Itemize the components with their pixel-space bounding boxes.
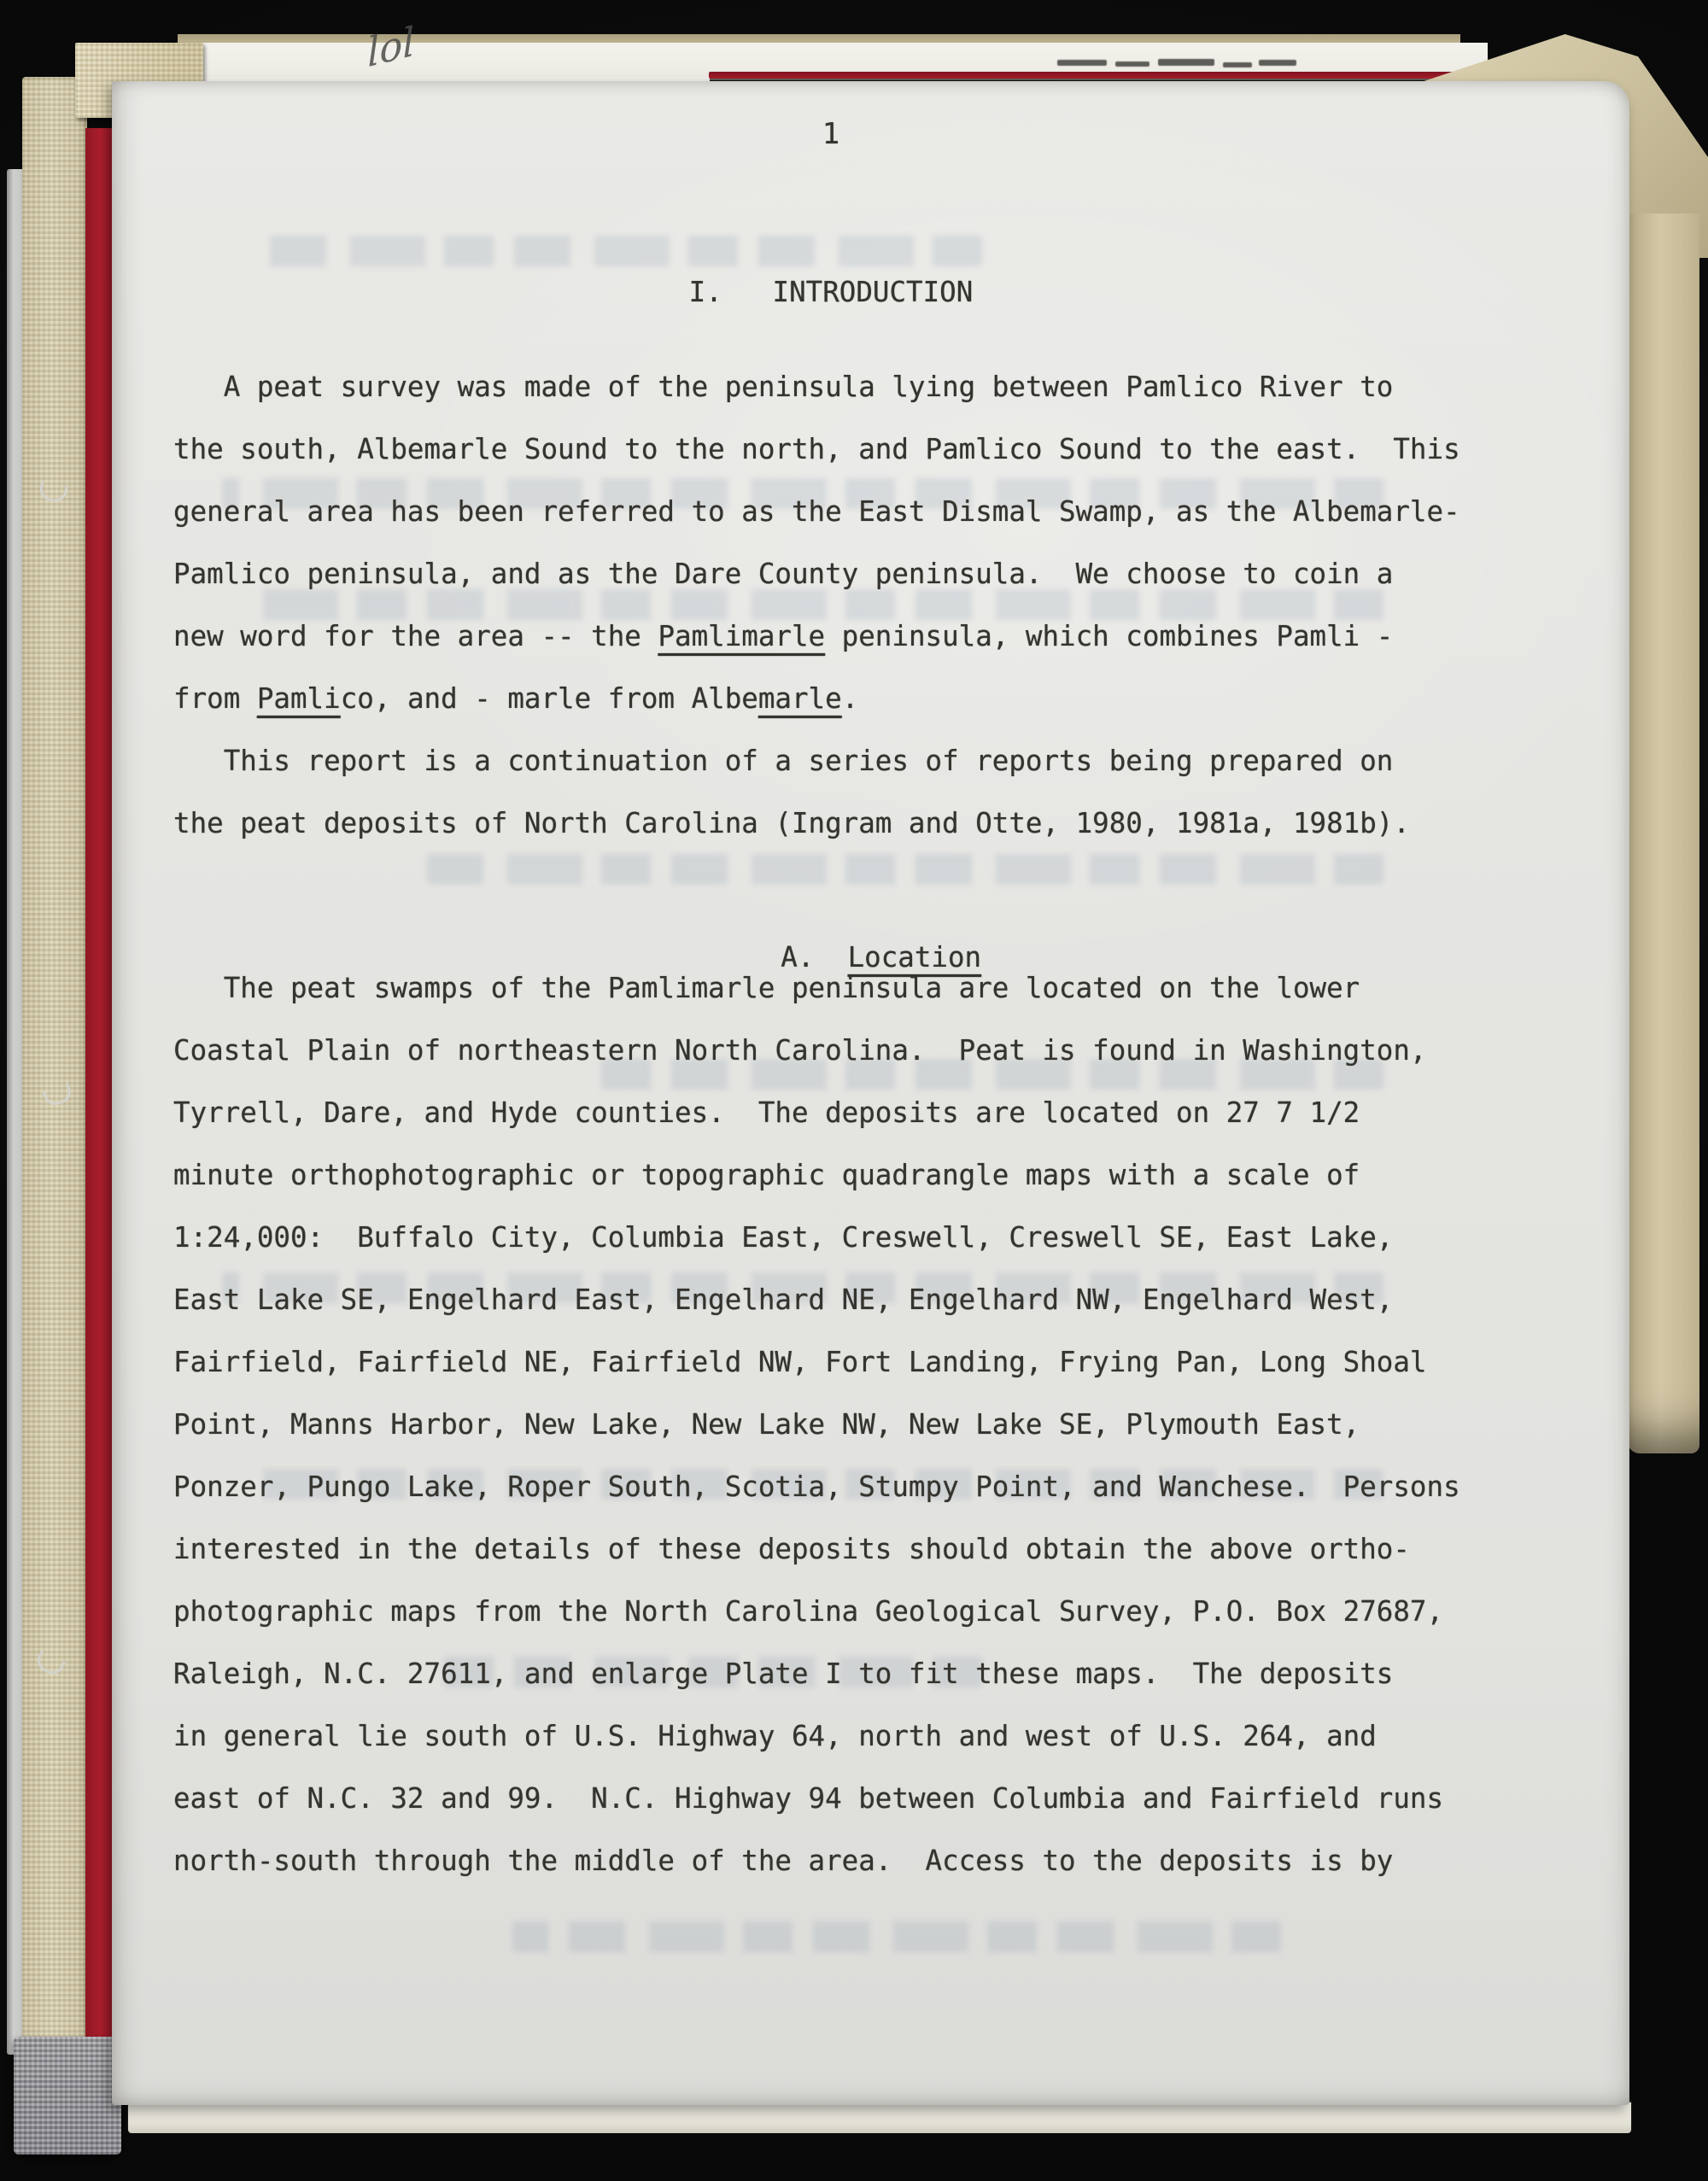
text-line: interested in the details of these deposits should obtain the above ortho- [173, 1533, 1410, 1565]
text-line: north-south through the middle of the area. Access to the deposits is by [173, 1845, 1394, 1877]
paragraph-location [173, 957, 1506, 1892]
grey-cloth-bottom-left [14, 2037, 121, 2155]
text-line: Pamlico peninsula, and as the Dare County peninsula. We choose to coin a [173, 558, 1394, 590]
text-line: Raleigh, N.C. 27611, and enlarge Plate I to fit these maps. The deposits [173, 1658, 1394, 1690]
text-line: new word for the area -- the Pamlimarle peninsula, which combines Pamli - [173, 620, 1394, 652]
text-line: Coastal Plain of northeastern North Carolina. Peat is found in Washington, [173, 1034, 1427, 1067]
text-line: east of N.C. 32 and 99. N.C. Highway 94 between Columbia and Fairfield runs [173, 1782, 1444, 1815]
bleed-through-ghost [512, 1921, 1281, 1952]
text-line: in general lie south of U.S. Highway 64, north and west of U.S. 264, and [173, 1720, 1377, 1752]
page-stack-bottom-edge [128, 2102, 1631, 2133]
text-line: The peat swamps of the Pamlimarle peninsula are located on the lower [173, 972, 1360, 1004]
text-line: minute orthophotographic or topographic quadrangle maps with a scale of [173, 1159, 1360, 1191]
text-line: This report is a continuation of a series of reports being prepared on [173, 745, 1394, 777]
text-line: East Lake SE, Engelhard East, Engelhard NE, Engelhard NW, Engelhard West, [173, 1283, 1394, 1316]
text-line: A peat survey was made of the peninsula lying between Pamlico River to [173, 371, 1394, 403]
red-cover-edge-left [85, 128, 113, 2097]
page-number: 1 [822, 117, 840, 151]
text-line: Point, Manns Harbor, New Lake, New Lake NW, New Lake SE, Plymouth East, [173, 1408, 1360, 1441]
document-page [112, 81, 1629, 2105]
paragraph-intro [173, 356, 1506, 855]
handwritten-mark: lol [366, 17, 416, 77]
subsection-letter: A. [781, 941, 848, 974]
text-line: Fairfield, Fairfield NE, Fairfield NW, Fort Landing, Frying Pan, Long Shoal [173, 1346, 1427, 1378]
text-line: photographic maps from the North Carolina Geological Survey, P.O. Box 27687, [173, 1595, 1444, 1628]
subsection-title-location [173, 864, 1489, 974]
text-line: Tyrrell, Dare, and Hyde counties. The deposits are located on 27 7 1/2 [173, 1096, 1360, 1129]
cover-edge-right [1628, 213, 1699, 1453]
section-title-introduction: I. INTRODUCTION [688, 276, 974, 308]
text-line: Ponzer, Pungo Lake, Roper South, Scotia, Stumpy Point, and Wanchese. Persons [173, 1471, 1460, 1503]
subsection-label: Location [847, 941, 982, 974]
text-line: the peat deposits of North Carolina (Ingram and Otte, 1980, 1981a, 1981b). [173, 807, 1410, 839]
text-line: the south, Albemarle Sound to the north, and Pamlico Sound to the east. This [173, 433, 1460, 465]
text-line: 1:24,000: Buffalo City, Columbia East, Creswell, Creswell SE, East Lake, [173, 1221, 1394, 1254]
text-line: from Pamlico, and - marle from Albemarle. [173, 682, 859, 715]
text-line: general area has been referred to as the East Dismal Swamp, as the Albemarle- [173, 495, 1460, 528]
